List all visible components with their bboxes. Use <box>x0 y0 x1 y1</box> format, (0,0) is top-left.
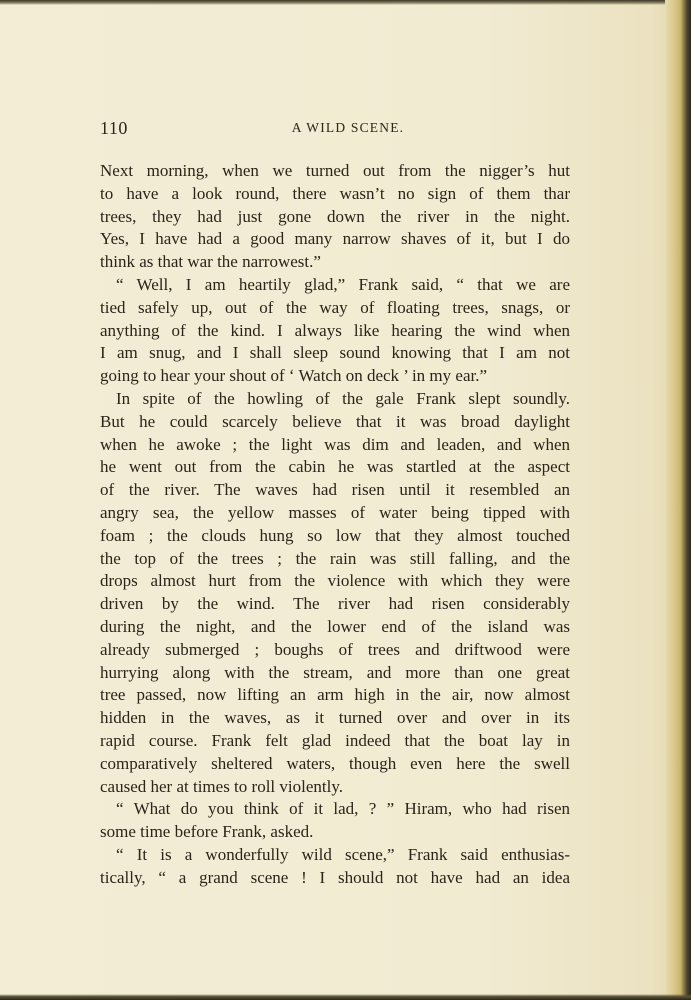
text-line: rapid course. Frank felt glad indeed that the boat lay in <box>100 730 570 750</box>
text-line: going to hear your shout of ‘ Watch on deck ’ in my ear.” <box>100 366 488 386</box>
text-line: anything of the kind. I always like hearing the wind when <box>100 320 570 340</box>
text-line: In spite of the howling of the gale Frank slept soundly. <box>116 388 570 408</box>
text-line: caused her at times to roll violently. <box>100 776 343 796</box>
text-line: comparatively sheltered waters, though even here the swell <box>100 753 570 773</box>
text-line: the top of the trees ; the rain was still falling, and the <box>100 548 570 568</box>
text-line: angry sea, the yellow masses of water being tipped with <box>100 502 570 522</box>
text-line: I am snug, and I shall sleep sound knowing that I am not <box>100 343 570 363</box>
text-line: drops almost hurt from the violence with which they were <box>100 571 570 591</box>
text-line: think as that war the narrowest.” <box>100 252 321 272</box>
text-line: Next morning, when we turned out from the nigger’s hut <box>100 161 570 180</box>
text-line: “ It is a wonderfully wild scene,” Frank said enthusias- <box>116 844 570 864</box>
running-head: A WILD SCENE. <box>291 120 405 135</box>
text-line: “ What do you think of it lad, ? ” Hiram, who had risen <box>116 799 570 819</box>
text-line: tree passed, now lifting an arm high in the air, now almost <box>100 685 570 705</box>
page-header <box>100 118 568 140</box>
text-line: But he could scarcely believe that it was broad daylight <box>100 411 570 431</box>
text-line: of the river. The waves had risen until it resembled an <box>100 480 570 500</box>
text-line: hurrying along with the stream, and more than one great <box>100 662 570 682</box>
text-line: hidden in the waves, as it turned over and over in its <box>100 708 570 728</box>
text-line: already submerged ; boughs of trees and driftwood were <box>100 639 570 659</box>
text-line: trees, they had just gone down the river in the night. <box>100 206 570 226</box>
text-line: during the night, and the lower end of the island was <box>100 616 570 636</box>
body-text <box>100 160 570 890</box>
text-line: he went out from the cabin he was startled at the aspect <box>100 457 570 477</box>
text-line: driven by the wind. The river had risen considerably <box>100 594 570 614</box>
page-spine-edge <box>665 0 691 1000</box>
page-number: 110 <box>100 118 128 138</box>
text-line: foam ; the clouds hung so low that they almost touched <box>100 525 570 545</box>
text-line: Yes, I have had a good many narrow shaves of it, but I do <box>100 229 570 249</box>
text-line: some time before Frank, asked. <box>100 822 314 842</box>
text-line: to have a look round, there wasn’t no sign of them thar <box>100 183 570 203</box>
text-line: tied safely up, out of the way of floating trees, snags, or <box>100 297 570 317</box>
text-line: tically, “ a grand scene ! I should not have had an idea <box>100 867 570 887</box>
page-top-edge <box>0 0 691 5</box>
text-line: “ Well, I am heartily glad,” Frank said, “ that we are <box>116 274 570 294</box>
page-bottom-edge <box>0 994 691 1000</box>
text-line: when he awoke ; the light was dim and leaden, and when <box>100 434 570 454</box>
